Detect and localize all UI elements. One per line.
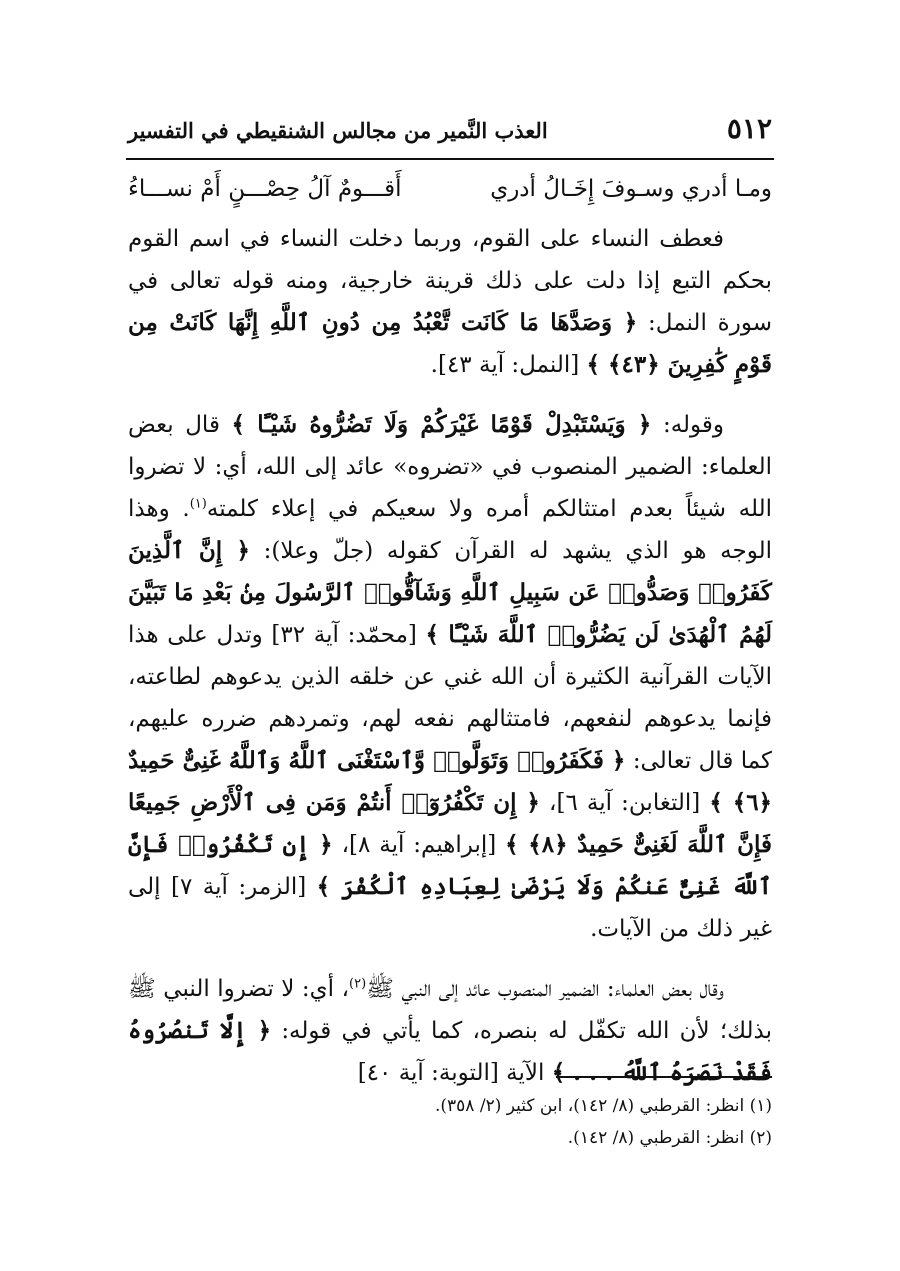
quran-verse: ﴿ فَكَفَرُوا۟ وَتَوَلَّوا۟ وَّٱسْتَغْنَى ٱللَّهُ وَٱللَّهُ غَنِىٌّ حَمِيدٌ ﴿٦﴾ ﴾	[128, 747, 773, 816]
footnote-divider	[556, 1076, 772, 1078]
quran-verse: ﴿ وَصَدَّهَا مَا كَانَت تَّعْبُدُ مِن دُونِ ٱللَّهِ إِنَّهَا كَانَتْ مِن قَوْمٍ كَٰفِرِينَ ﴿٤٣﴾ ﴾	[128, 309, 772, 378]
quran-verse: ﴿ وَيَسْتَبْدِلْ قَوْمًا غَيْرَكُمْ وَلَا تَضُرُّوهُ شَيْـًٔا ﴾	[231, 411, 652, 438]
quran-verse: ﴿ إِن تَكْفُرُوٓا۟ أَنتُمْ وَمَن فِى ٱلْأَرْضِ جَمِيعًا فَإِنَّ ٱللَّهَ لَغَنِىٌّ حَمِيدٌ ﴿٨﴾ ﴾	[128, 789, 773, 858]
paragraph-3-text: ، أي: لا تضروا النبي ﷺ بذلك؛ لأن الله تكفّل له بنصره، كما يأتي في قوله:	[128, 976, 773, 1044]
paragraph-2-text: [محمّد: آية ٣٢] وتدل على هذا الآيات القرآنية الكثيرة أن الله غني عن خلقه الذين يدعوهم لطاعته، فإنما يدعوهم لنفعهم، فامتثالهم نفعه لهم، وتمردهم ضرره عليهم، كما قال تعالى:	[128, 622, 773, 774]
footnote-marker[interactable]: (١)	[189, 496, 207, 512]
poem-verse	[128, 168, 772, 212]
running-title: العذب النَّمير من مجالس الشنقيطي في التفسير	[128, 118, 548, 143]
quran-verse: ﴿ إِنَّ ٱلَّذِينَ كَفَرُوا۟ وَصَدُّوا۟ عَن سَبِيلِ ٱللَّهِ وَشَآقُّوا۟ ٱلرَّسُولَ مِنۢ بَعْدِ مَا تَبَيَّنَ لَهُمُ ٱلْهُدَىٰ لَن يَضُرُّوا۟ ٱللَّهَ شَيْـًٔا ﴾	[128, 537, 772, 648]
verse-reference: [الزمر: آية ٧] إلى غير ذلك من الآيات.	[128, 874, 772, 942]
paragraph-2-text: قال بعض العلماء: الضمير المنصوب في «تضروه» عائد إلى الله، أي: لا تضروا الله شيئاً بعدم امتثالكم أمره ولا سعيكم في إعلاء كلمته	[128, 412, 773, 522]
poem-first-hemistich: ومـا أدري وسـوفَ إِخَـالُ أدري	[490, 176, 772, 202]
verse-reference: [إبراهيم: آية ٨]،	[341, 832, 497, 858]
verse-reference: [النمل: آية ٤٣].	[430, 352, 580, 378]
page-number: ٥١٢	[726, 112, 772, 145]
paragraph-2	[128, 404, 772, 950]
paragraph-1	[128, 218, 772, 386]
page-header	[128, 112, 772, 154]
verse-reference: [التغابن: آية ٦]،	[549, 790, 701, 816]
footnote-1: (١) انظر: القرطبي (٨/ ١٤٢)، ابن كثير (٢/ ٣٥٨).	[435, 1096, 772, 1116]
paragraph-2-text: وقوله:	[662, 412, 725, 438]
poem-second-hemistich: أَقـــومٌ آلُ حِصْـــنٍ أَمْ نســـاءُ	[128, 176, 402, 202]
quran-verse: ﴿ إِلَّا تَنصُرُوهُ فَقَدْ نَصَرَهُ ٱللَّهُ . . . ﴾	[128, 1017, 772, 1086]
paragraph-1-text: فعطف النساء على القوم، وربما دخلت النساء في اسم القوم بحكم التبع إذا دلت على ذلك قرينة خارجية، ومنه قوله تعالى في سورة النمل:	[128, 226, 772, 336]
header-divider	[126, 158, 774, 160]
footnote-marker[interactable]: (٢)	[349, 976, 367, 992]
footnote-2: (٢) انظر: القرطبي (٨/ ١٤٢).	[567, 1128, 772, 1148]
paragraph-3-text: وقال بعض العلماء: الضمير المنصوب عائد إلى النبي ﷺ	[366, 976, 724, 1002]
footnotes	[128, 1090, 772, 1154]
verse-reference: الآية [التوبة: آية ٤٠]	[357, 1060, 545, 1086]
paragraph-2-text: . وهذا الوجه هو الذي يشهد له القرآن كقوله (جلّ وعلا):	[128, 496, 772, 564]
quran-verse: ﴿ إِن تَكْفُرُوا۟ فَإِنَّ ٱللَّهَ غَنِىٌّ عَنكُمْ وَلَا يَرْضَىٰ لِعِبَادِهِ ٱلْكُفْرَ ﴾	[128, 831, 772, 900]
main-text	[128, 168, 772, 1112]
